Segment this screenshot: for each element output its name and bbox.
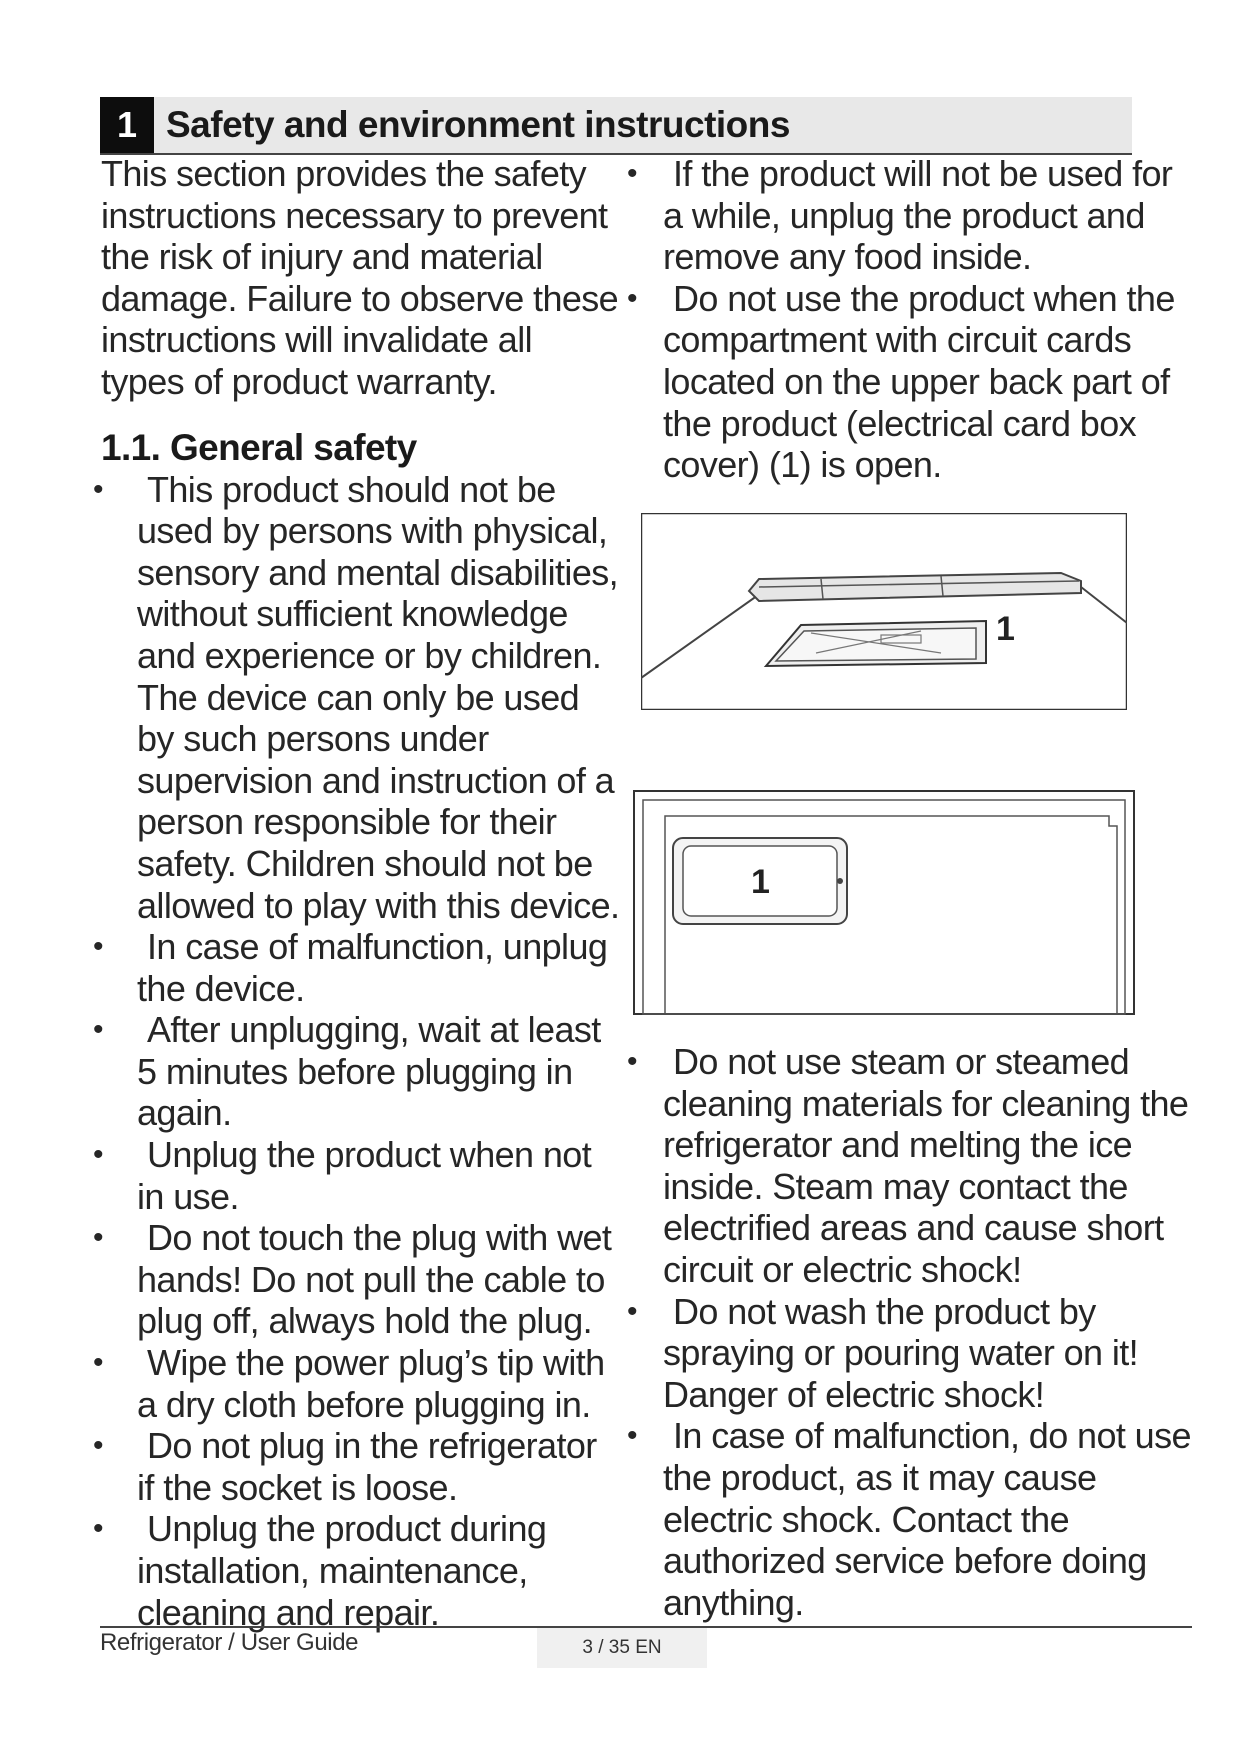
left-column — [101, 153, 621, 1633]
card-box-front-illustration — [633, 790, 1135, 1015]
intro-paragraph: This section provides the safety instructions necessary to prevent the risk of injury and material damage. Failure to observe these instructions will invalidate all types of product warranty. — [101, 153, 619, 402]
right-column-bottom — [633, 1041, 1193, 1623]
right-column-top — [633, 153, 1193, 486]
list-item: • Unplug the product during installation, maintenance, cleaning and repair. — [101, 1508, 621, 1633]
list-item: • If the product will not be used for a while, unplug the product and remove any food inside. — [633, 153, 1193, 278]
figure-2-callout: 1 — [751, 863, 770, 901]
list-item: • Do not touch the plug with wet hands! Do not pull the cable to plug off, always hold the plug. — [101, 1217, 621, 1342]
figure-card-box-top-view — [641, 513, 1127, 710]
general-safety-heading: 1.1. General safety — [101, 426, 417, 468]
section-header — [100, 97, 1132, 155]
list-item: • In case of malfunction, do not use the product, as it may cause electric shock. Contact the authorized service before doing anything. — [633, 1415, 1193, 1623]
list-item: • Do not use steam or steamed cleaning materials for cleaning the refrigerator and melting the ice inside. Steam may contact the electrified areas and cause short circuit or electric shock! — [633, 1041, 1193, 1291]
list-item: • In case of malfunction, unplug the device. — [101, 926, 621, 1009]
list-item: • Do not plug in the refrigerator if the socket is loose. — [101, 1425, 621, 1508]
footer-page-number: 3 / 35 EN — [537, 1628, 707, 1668]
list-item: • Wipe the power plug’s tip with a dry cloth before plugging in. — [101, 1342, 621, 1425]
figure-card-box-front-view — [633, 790, 1135, 1015]
card-box-illustration — [641, 513, 1127, 710]
list-item: • Do not wash the product by spraying or pouring water on it! Danger of electric shock! — [633, 1291, 1193, 1416]
list-item: • This product should not be used by persons with physical, sensory and mental disabilities, without sufficient knowledge and experience or by children. The device can only be used by such persons under supervision and instruction of a person responsible for their safety. Children should not be allowed to play with this device. — [101, 469, 621, 927]
section-title: Safety and environment instructions — [166, 104, 790, 145]
figure-1-callout: 1 — [996, 610, 1015, 648]
general-safety-list — [101, 469, 621, 1634]
right-top-list — [633, 153, 1193, 486]
list-item: • After unplugging, wait at least 5 minutes before plugging in again. — [101, 1009, 621, 1134]
list-item: • Do not use the product when the compartment with circuit cards located on the upper back part of the product (electrical card box cover) (1) is open. — [633, 278, 1193, 486]
section-number: 1 — [100, 97, 154, 153]
footer-document-title: Refrigerator / User Guide — [100, 1629, 359, 1656]
right-bottom-list — [633, 1041, 1193, 1623]
list-item: • Unplug the product when not in use. — [101, 1134, 621, 1217]
